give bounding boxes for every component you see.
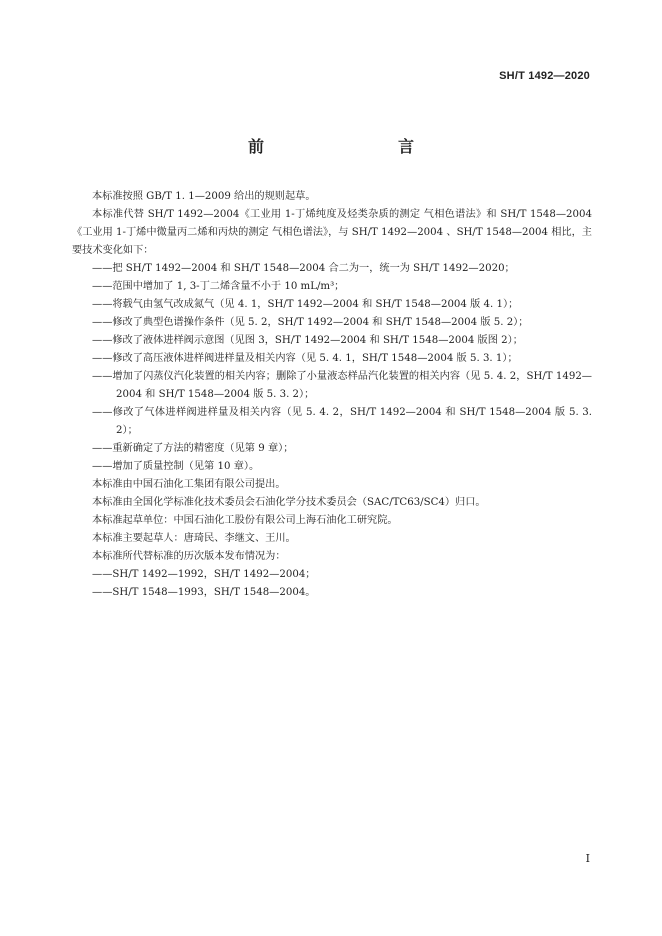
foreword-body — [72, 188, 592, 602]
list-item-text: ——重新确定了方法的精密度（见第 9 章）； — [92, 443, 294, 454]
page-title: 前 言 — [247, 137, 448, 156]
list-item — [72, 296, 592, 314]
list-item-text: ——修改了典型色谱操作条件（见 5. 2，SH/T 1492—2004 和 SH/T 1548—2004 版 5. 2）； — [92, 317, 529, 328]
list-item — [72, 404, 592, 440]
paragraph: 本标准起草单位：中国石油化工股份有限公司上海石油化工研究院。 — [92, 515, 398, 526]
list-item — [72, 584, 592, 602]
list-item — [72, 278, 592, 296]
list-item — [72, 314, 592, 332]
list-item-text: ——将载气由氢气改成氮气（见 4. 1，SH/T 1492—2004 和 SH/T 1548—2004 版 4. 1）； — [92, 299, 519, 310]
list-item-text: ——增加了闪蒸仪汽化装置的相关内容；删除了小量液态样品汽化装置的相关内容（见 5. 4. 2，SH/T 1492—2004 和 SH/T 1548—2004 版 5. 3. 2）； — [92, 371, 592, 400]
standard-code: SH/T 1492—2020 — [499, 70, 590, 82]
list-item-text: ——增加了质量控制（见第 10 章）。 — [92, 461, 260, 472]
list-item-text: ——修改了气体进样阀进样量及相关内容（见 5. 4. 2，SH/T 1492—2004 和 SH/T 1548—2004 版 5. 3. 2）； — [92, 407, 592, 436]
page-number: I — [585, 852, 590, 865]
paragraph: 本标准代替 SH/T 1492—2004《工业用 1-丁烯纯度及烃类杂质的测定 气相色谱法》和 SH/T 1548—2004《工业用 1-丁烯中微量丙二烯和丙炔的测定 气相色谱法》，与 SH/T 1492—2004 、SH/T 1548—2004 相比，主要技术变化如下： — [72, 209, 592, 256]
paragraph: 本标准由中国石油化工集团有限公司提出。 — [92, 479, 286, 490]
list-item — [72, 260, 592, 278]
paragraph: 本标准按照 GB/T 1. 1—2009 给出的规则起草。 — [92, 191, 316, 202]
paragraph: 本标准所代替标准的历次版本发布情况为： — [92, 551, 286, 562]
list-item-text: ——修改了液体进样阀示意图（见图 3，SH/T 1492—2004 和 SH/T 1548—2004 版图 2）； — [92, 335, 523, 346]
list-item — [72, 440, 592, 458]
list-item — [72, 350, 592, 368]
list-item-text: ——SH/T 1548—1993，SH/T 1548—2004。 — [92, 587, 316, 598]
list-item-text: ——SH/T 1492—1992，SH/T 1492—2004； — [92, 569, 316, 580]
paragraph: 本标准由全国化学标准化技术委员会石油化学分技术委员会（SAC/TC63/SC4）归口。 — [92, 497, 486, 508]
list-item-text: ——范围中增加了 1, 3-丁二烯含量不小于 10 mL/m³； — [92, 281, 345, 292]
list-item — [72, 458, 592, 476]
list-item-text: ——把 SH/T 1492—2004 和 SH/T 1548—2004 合二为一，统一为 SH/T 1492—2020； — [92, 263, 515, 274]
list-item — [72, 368, 592, 404]
paragraph: 本标准主要起草人：唐琦民、李继文、王川。 — [92, 533, 296, 544]
list-item-text: ——修改了高压液体进样阀进样量及相关内容（见 5. 4. 1，SH/T 1548—2004 版 5. 3. 1）； — [92, 353, 518, 364]
list-item — [72, 566, 592, 584]
list-item — [72, 332, 592, 350]
